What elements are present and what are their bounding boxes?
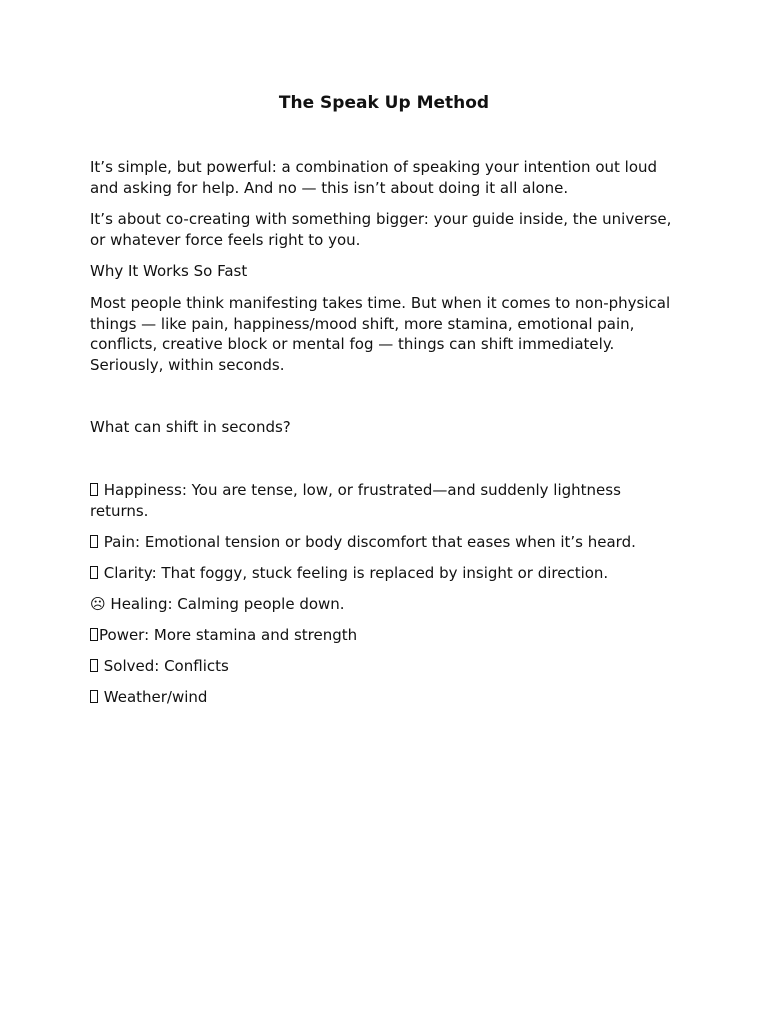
- frowning-face-icon: ☹: [90, 594, 106, 613]
- section-heading-shift: What can shift in seconds?: [90, 418, 291, 436]
- list-item-text: Power: More stamina and strength: [99, 625, 358, 644]
- list-item-text: Solved: Conflicts: [99, 656, 229, 675]
- missing-glyph-icon: [90, 690, 98, 703]
- list-item-happiness: [90, 480, 650, 521]
- list-item-text: Clarity: That foggy, stuck feeling is replaced by insight or direction.: [99, 563, 609, 582]
- list-item-text: Weather/wind: [99, 687, 208, 706]
- missing-glyph-icon: [90, 483, 98, 496]
- list-item-solved: [90, 656, 650, 677]
- intro-paragraph: It’s simple, but powerful: a combination of speaking your intention out loud and asking for help. And no — this isn’t about doing it all alone.: [90, 158, 658, 197]
- shift-list: [90, 480, 650, 718]
- list-item-healing: [90, 594, 650, 615]
- list-item-clarity: [90, 563, 650, 584]
- list-item-text: Healing: Calming people down.: [105, 594, 345, 613]
- missing-glyph-icon: [90, 628, 98, 641]
- missing-glyph-icon: [90, 659, 98, 672]
- list-item-pain: [90, 532, 650, 553]
- co-creating-paragraph: It’s about co-creating with something bigger: your guide inside, the universe, or whatever force feels right to you.: [90, 210, 672, 249]
- document-title: The Speak Up Method: [278, 93, 490, 113]
- list-item-weather: [90, 687, 650, 708]
- list-item-power: [90, 625, 650, 646]
- list-item-text: Happiness: You are tense, low, or frustrated—and suddenly lightness returns.: [90, 481, 621, 520]
- manifesting-paragraph: Most people think manifesting takes time. But when it comes to non-physical things — like pain, happiness/mood shift, more stamina, emotional pain, conflicts, creative block or mental fog — things can shift immediately. Seriously, within seconds.: [90, 294, 671, 375]
- list-item-text: Pain: Emotional tension or body discomfort that eases when it’s heard.: [99, 532, 636, 551]
- section-heading-why: Why It Works So Fast: [90, 262, 248, 280]
- missing-glyph-icon: [90, 566, 98, 579]
- missing-glyph-icon: [90, 535, 98, 548]
